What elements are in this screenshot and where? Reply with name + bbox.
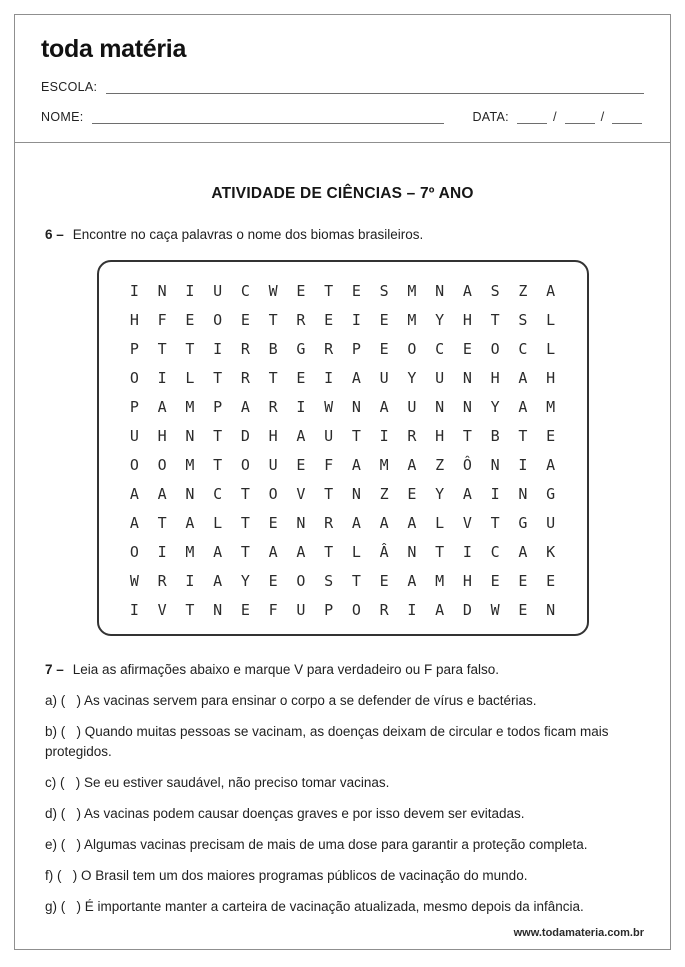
word-search-letter: V (462, 513, 472, 532)
word-search-letter: A (296, 426, 306, 445)
word-search-letter: H (435, 426, 445, 445)
word-search-letter: T (490, 513, 500, 532)
word-search-letter: Â (379, 542, 389, 561)
word-search-letter: K (546, 542, 556, 561)
vf-item-d: d) ( ) As vacinas podem causar doenças graves e por isso devem ser evitadas. (45, 806, 525, 821)
word-search-letter: R (379, 600, 389, 619)
word-search-letter: H (268, 426, 278, 445)
word-search-letter: R (240, 368, 250, 387)
word-search-letter: M (185, 455, 195, 474)
word-search-letter: E (296, 281, 306, 300)
word-search-letter: N (407, 542, 417, 561)
word-search-letter: E (518, 571, 528, 590)
brand-logo: toda matéria (41, 35, 187, 63)
word-search-letter: B (268, 339, 278, 358)
word-search-letter: N (296, 513, 306, 532)
word-search-letter: G (518, 513, 528, 532)
word-search-letter: T (213, 455, 223, 474)
word-search-letter: P (351, 339, 361, 358)
word-search-letter: G (296, 339, 306, 358)
word-search-letter: N (435, 397, 445, 416)
word-search-letter: O (129, 368, 139, 387)
word-search-letter: R (268, 397, 278, 416)
word-search-letter: I (351, 310, 361, 329)
word-search-letter: T (490, 310, 500, 329)
word-search-letter: A (129, 513, 139, 532)
word-search-letter: A (129, 484, 139, 503)
word-search-letter: O (213, 310, 223, 329)
word-search-letter: I (407, 600, 417, 619)
word-search-letter: U (268, 455, 278, 474)
question-7-number: 7 – (45, 662, 64, 677)
word-search-letter: E (324, 310, 334, 329)
word-search-letter: T (185, 600, 195, 619)
word-search-letter: I (379, 426, 389, 445)
question-6 (45, 225, 640, 245)
word-search-letter: N (351, 397, 361, 416)
word-search-letter: A (407, 571, 417, 590)
word-search-letter: U (129, 426, 139, 445)
word-search-letter: O (268, 484, 278, 503)
word-search-letter: O (407, 339, 417, 358)
word-search-letter: I (157, 368, 167, 387)
word-search-letter: A (379, 513, 389, 532)
question-7 (45, 660, 640, 680)
vf-item-c: c) ( ) Se eu estiver saudável, não preciso tomar vacinas. (45, 775, 390, 790)
word-search-letter: R (324, 513, 334, 532)
word-search-letter: V (296, 484, 306, 503)
word-search-letter: Z (379, 484, 389, 503)
word-search-letter: U (324, 426, 334, 445)
word-search-letter: U (546, 513, 556, 532)
school-blank-line (106, 79, 644, 94)
word-search-letter: I (213, 339, 223, 358)
word-search-letter: W (324, 397, 334, 416)
word-search-letter: T (185, 339, 195, 358)
worksheet-header (15, 15, 670, 143)
worksheet-title: ATIVIDADE DE CIÊNCIAS – 7º ANO (211, 185, 474, 202)
word-search-letter: N (351, 484, 361, 503)
word-search-letter: P (129, 339, 139, 358)
word-search-letter: E (379, 339, 389, 358)
word-search-letter: W (268, 281, 278, 300)
word-search-letter: C (213, 484, 223, 503)
word-search-letter: I (518, 455, 528, 474)
vf-item-e: e) ( ) Algumas vacinas precisam de mais de uma dose para garantir a proteção completa. (45, 837, 588, 852)
word-search-letter: T (518, 426, 528, 445)
word-search-letter: G (546, 484, 556, 503)
word-search-letter: A (518, 368, 528, 387)
word-search-letter: Y (407, 368, 417, 387)
word-search-letter: O (157, 455, 167, 474)
date-label: DATA: (472, 110, 509, 124)
word-search-letter: T (324, 281, 334, 300)
name-label: NOME: (41, 110, 84, 124)
date-slash: / (600, 109, 605, 124)
word-search-letter: I (157, 542, 167, 561)
word-search-letter: A (518, 397, 528, 416)
word-search-letter: M (407, 281, 417, 300)
vf-item-a: a) ( ) As vacinas servem para ensinar o corpo a se defender de vírus e bactérias. (45, 693, 537, 708)
word-search-letter: S (379, 281, 389, 300)
word-search-letter: A (157, 397, 167, 416)
word-search-letter: A (296, 542, 306, 561)
word-search-letter: H (462, 310, 472, 329)
word-search-letter: U (407, 397, 417, 416)
word-search-letter: R (157, 571, 167, 590)
word-search-letter: N (546, 600, 556, 619)
word-search-letter: I (129, 600, 139, 619)
word-search-letter: A (407, 455, 417, 474)
word-search-letter: T (435, 542, 445, 561)
word-search-letter: A (546, 281, 556, 300)
vf-item-g: g) ( ) É importante manter a carteira de vacinação atualizada, mesmo depois da infância. (45, 899, 584, 914)
word-search-letter: N (435, 281, 445, 300)
word-search-letter: Y (435, 310, 445, 329)
word-search-letter: A (268, 542, 278, 561)
word-search-letter: E (296, 368, 306, 387)
word-search-letter: A (351, 455, 361, 474)
word-search-letter: D (462, 600, 472, 619)
word-search-letter: A (462, 281, 472, 300)
word-search-letter: T (157, 339, 167, 358)
word-search-letter: R (407, 426, 417, 445)
word-search-letter: A (351, 513, 361, 532)
word-search-letter: L (185, 368, 195, 387)
vf-item-f: f) ( ) O Brasil tem um dos maiores programas públicos de vacinação do mundo. (45, 868, 528, 883)
word-search-letter: M (407, 310, 417, 329)
word-search-letter: M (185, 542, 195, 561)
word-search-letter: A (213, 542, 223, 561)
word-search-letter: E (351, 281, 361, 300)
word-search-letter: F (324, 455, 334, 474)
word-search-letter: E (546, 571, 556, 590)
word-search-letter: Y (490, 397, 500, 416)
word-search-letter: O (351, 600, 361, 619)
word-search-letter: T (324, 542, 334, 561)
word-search-letter: M (546, 397, 556, 416)
word-search-letter: T (157, 513, 167, 532)
word-search-letter: L (546, 310, 556, 329)
word-search-letter: A (435, 600, 445, 619)
word-search-letter: W (129, 571, 139, 590)
word-search-letter: T (351, 571, 361, 590)
word-search-letter: T (240, 484, 250, 503)
word-search-letter: T (351, 426, 361, 445)
word-search-letter: E (379, 571, 389, 590)
word-search-letter: H (157, 426, 167, 445)
word-search-letter: E (407, 484, 417, 503)
word-search-letter: B (490, 426, 500, 445)
word-search-letter: Y (435, 484, 445, 503)
word-search-letter: F (157, 310, 167, 329)
word-search-letter: S (324, 571, 334, 590)
word-search-letter: F (268, 600, 278, 619)
word-search-letter: E (379, 310, 389, 329)
word-search-letter: Z (435, 455, 445, 474)
word-search-letter: R (324, 339, 334, 358)
word-search-letter: E (240, 310, 250, 329)
school-field-row (41, 79, 644, 94)
word-search-letter: V (157, 600, 167, 619)
word-search-letter: N (462, 368, 472, 387)
word-search-letter: M (435, 571, 445, 590)
word-search-letter: A (379, 397, 389, 416)
word-search-letter: E (546, 426, 556, 445)
word-search-letter: P (129, 397, 139, 416)
vf-items (45, 691, 640, 917)
word-search-letter: H (462, 571, 472, 590)
word-search-letter: Ô (462, 455, 472, 474)
word-search-letter: H (129, 310, 139, 329)
word-search-letter: A (351, 368, 361, 387)
date-day-blank (517, 109, 547, 124)
word-search-letter: E (240, 600, 250, 619)
worksheet-content (15, 185, 670, 917)
word-search-letter: T (213, 368, 223, 387)
word-search-letter: I (462, 542, 472, 561)
word-search-letter: C (240, 281, 250, 300)
word-search-letter: T (268, 368, 278, 387)
word-search-letter: M (379, 455, 389, 474)
word-search-grid (97, 260, 589, 636)
name-date-row (41, 109, 644, 124)
vf-item-b: b) ( ) Quando muitas pessoas se vacinam, as doenças deixam de circular e todos ficam mais protegidos. (45, 724, 613, 759)
word-search-letter: O (296, 571, 306, 590)
word-search-letter: Z (518, 281, 528, 300)
word-search-letter: H (546, 368, 556, 387)
word-search-letter: P (324, 600, 334, 619)
word-search-letter: I (296, 397, 306, 416)
word-search-letter: E (296, 455, 306, 474)
word-search-letter: T (268, 310, 278, 329)
word-search-letter: S (518, 310, 528, 329)
word-search-letter: T (240, 542, 250, 561)
date-group (472, 109, 642, 124)
word-search-letter: O (129, 455, 139, 474)
word-search-letter: N (462, 397, 472, 416)
word-search-letter: Y (240, 571, 250, 590)
word-search-letter: L (435, 513, 445, 532)
question-7-prompt: Leia as afirmações abaixo e marque V para verdadeiro ou F para falso. (72, 662, 500, 677)
word-search-letter: E (518, 600, 528, 619)
word-search-letter: A (546, 455, 556, 474)
word-search-letter: R (240, 339, 250, 358)
word-search-letter: A (157, 484, 167, 503)
date-slash: / (552, 109, 557, 124)
word-search-letter: A (462, 484, 472, 503)
word-search-letter: A (185, 513, 195, 532)
name-blank-line (92, 109, 444, 124)
word-search-letter: N (185, 484, 195, 503)
footer-url: www.todamateria.com.br (513, 927, 644, 939)
word-search-letter: H (490, 368, 500, 387)
word-search-letter: N (518, 484, 528, 503)
word-search-letter: N (213, 600, 223, 619)
word-search-letter: T (213, 426, 223, 445)
word-search-letter: C (490, 542, 500, 561)
word-search-letter: E (185, 310, 195, 329)
word-search-letter: N (185, 426, 195, 445)
word-search-letter: U (379, 368, 389, 387)
worksheet-page (14, 14, 671, 950)
question-6-number: 6 – (45, 227, 64, 242)
word-search-letter: U (435, 368, 445, 387)
word-search-letter: N (490, 455, 500, 474)
word-search-letter: I (185, 571, 195, 590)
word-search-letter: L (213, 513, 223, 532)
word-search-letter: N (157, 281, 167, 300)
word-search-letter: A (407, 513, 417, 532)
word-search-letter: E (462, 339, 472, 358)
word-search-letter: E (268, 513, 278, 532)
date-month-blank (565, 109, 595, 124)
word-search-letter: M (185, 397, 195, 416)
word-search-letter: S (490, 281, 500, 300)
word-search-letter: U (213, 281, 223, 300)
word-search-letter: I (324, 368, 334, 387)
word-search-letter: T (240, 513, 250, 532)
word-search-letter: T (462, 426, 472, 445)
word-search-letter: R (296, 310, 306, 329)
word-search-letter: C (518, 339, 528, 358)
word-search-letter: L (351, 542, 361, 561)
word-search-letter: D (240, 426, 250, 445)
word-search-letter: C (435, 339, 445, 358)
word-search-letter: O (240, 455, 250, 474)
word-search-letter: O (490, 339, 500, 358)
word-search-letter: L (546, 339, 556, 358)
word-search-letter: I (129, 281, 139, 300)
word-search-letter: O (129, 542, 139, 561)
word-search-letter: I (185, 281, 195, 300)
word-search-letter: I (490, 484, 500, 503)
question-6-prompt: Encontre no caça palavras o nome dos biomas brasileiros. (72, 227, 424, 242)
word-search-letter: W (490, 600, 500, 619)
word-search-letter: P (213, 397, 223, 416)
school-label: ESCOLA: (41, 80, 98, 94)
word-search-letter: E (490, 571, 500, 590)
word-search-letter: E (268, 571, 278, 590)
word-search-letter: A (518, 542, 528, 561)
word-search-letter: A (213, 571, 223, 590)
word-search-letter: U (296, 600, 306, 619)
date-year-blank (612, 109, 642, 124)
word-search-letter: T (324, 484, 334, 503)
word-search-letter: A (240, 397, 250, 416)
